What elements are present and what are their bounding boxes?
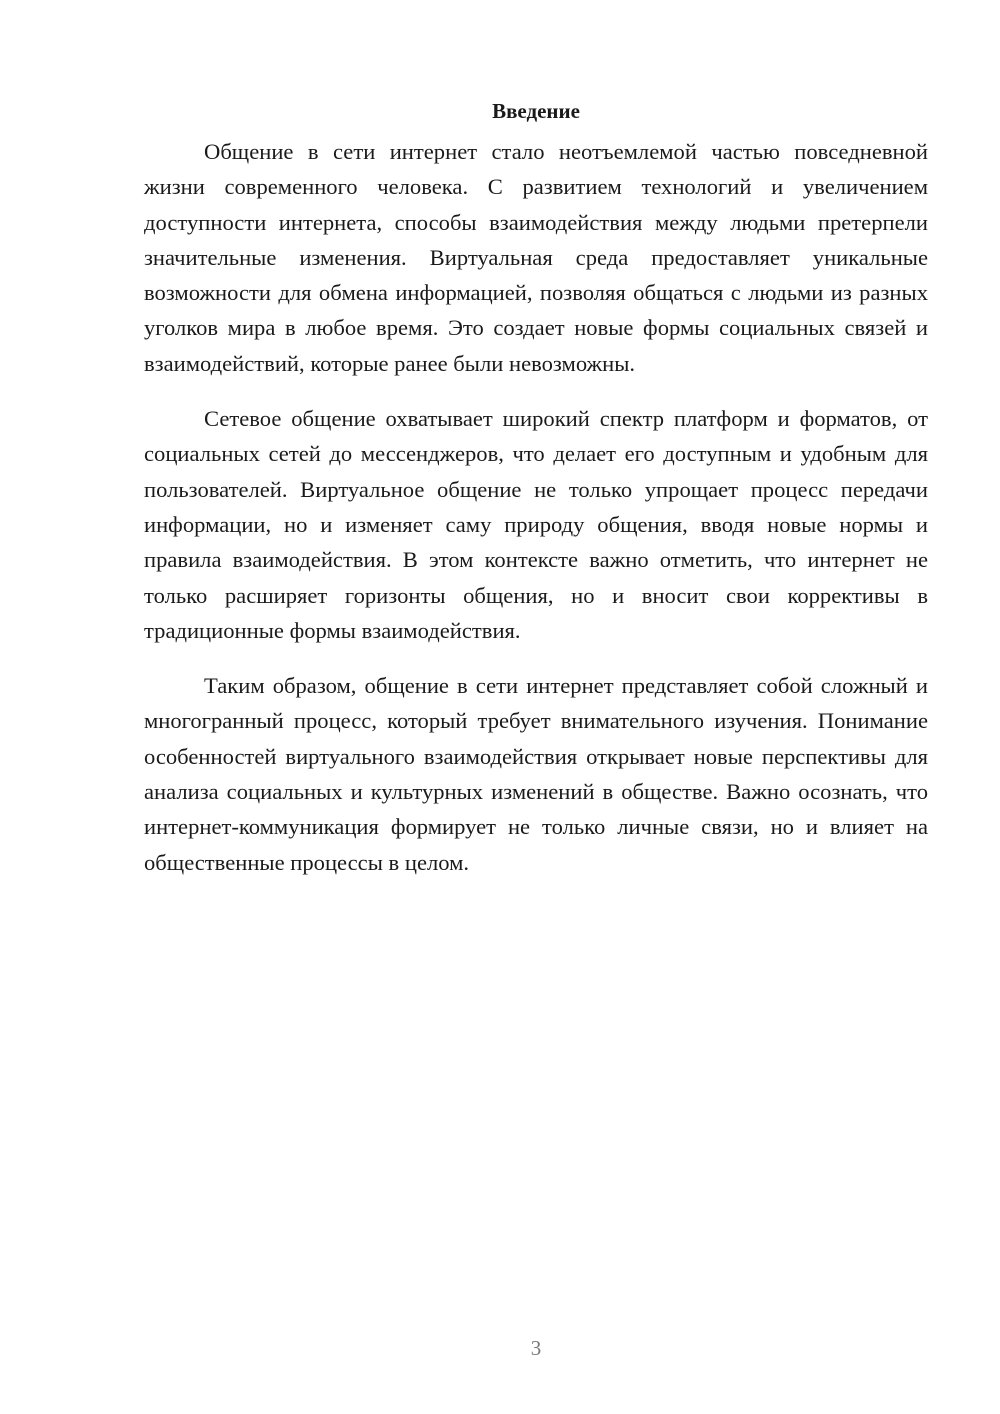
page-content	[144, 96, 928, 900]
section-title: Введение	[492, 99, 580, 123]
page-number: 3	[530, 1336, 542, 1360]
paragraph-2: Сетевое общение охватывает широкий спектр платформ и форматов, от социальных сетей до мессенджеров, что делает его доступным и удобным для пользователей. Виртуальное общение не только упрощает процесс передачи информации, но и изменяет саму природу общения, вводя новые нормы и правила взаимодействия. В этом контексте важно отметить, что интернет не только расширяет горизонты общения, но и вносит свои коррективы в традиционные формы взаимодействия.	[144, 406, 928, 643]
paragraph-1: Общение в сети интернет стало неотъемлемой частью повседневной жизни современного человека. С развитием технологий и увеличением доступности интернета, способы взаимодействия между людьми претерпели значительные изменения. Виртуальная среда предоставляет уникальные возможности для обмена информацией, позволяя общаться с людьми из разных уголков мира в любое время. Это создает новые формы социальных связей и взаимодействий, которые ранее были невозможны.	[144, 139, 928, 376]
paragraph-3: Таким образом, общение в сети интернет представляет собой сложный и многогранный процесс, который требует внимательного изучения. Понимание особенностей виртуального взаимодействия открывает новые перспективы для анализа социальных и культурных изменений в обществе. Важно осознать, что интернет-коммуникация формирует не только личные связи, но и влияет на общественные процессы в целом.	[144, 673, 928, 875]
